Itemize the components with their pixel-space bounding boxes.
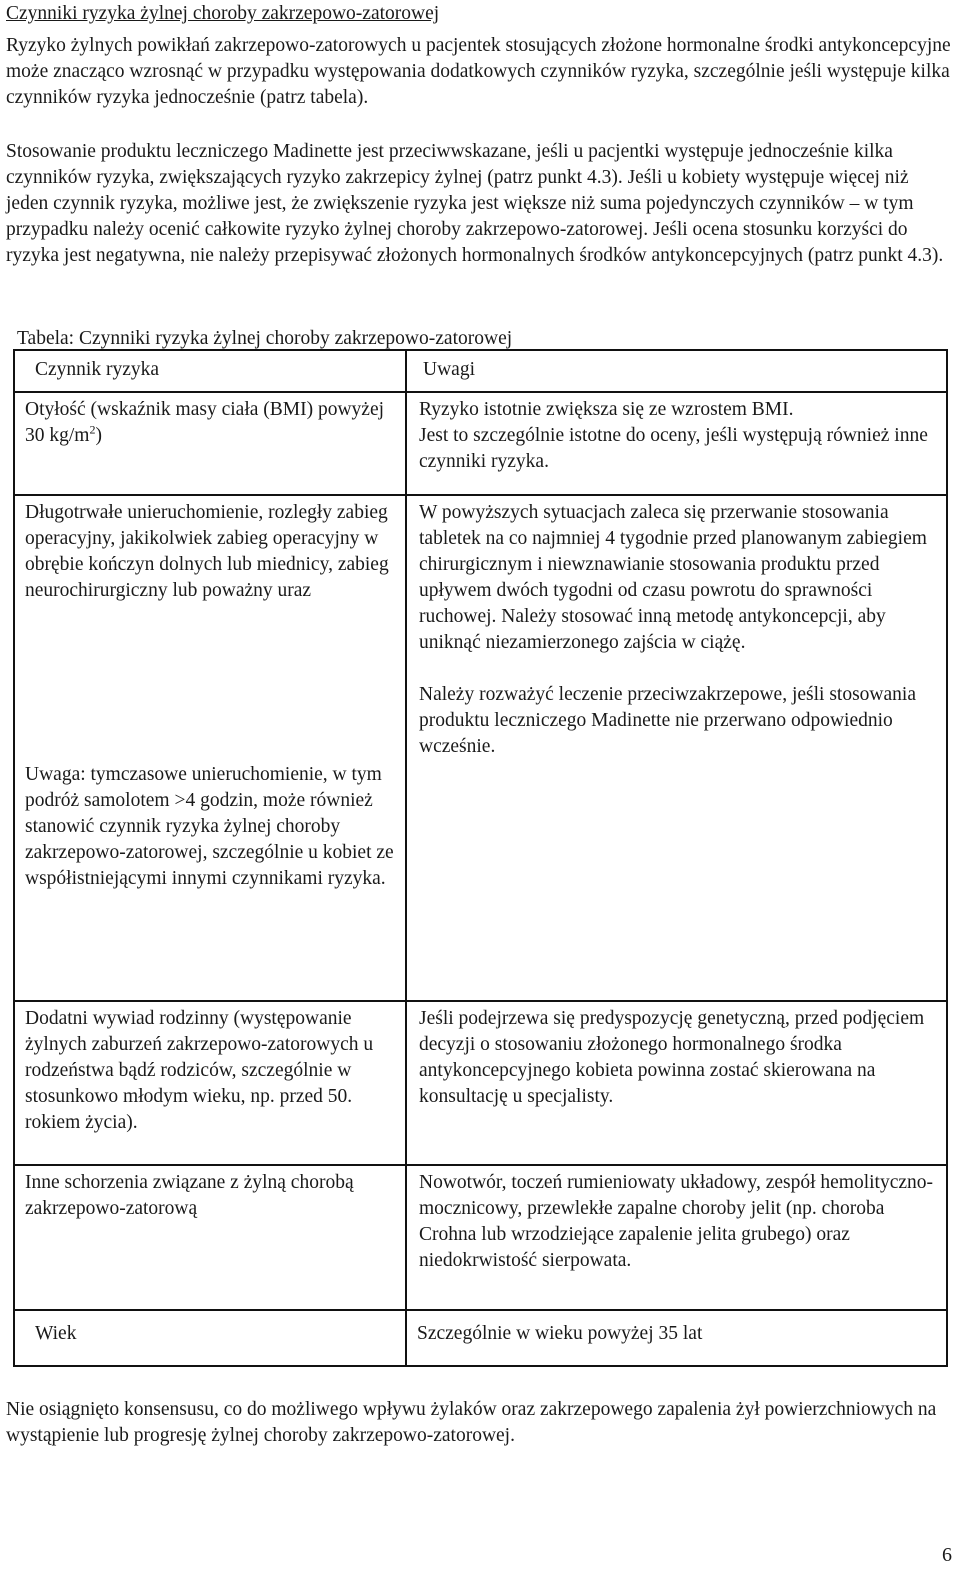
- table-row: [14, 1165, 947, 1310]
- notes-other-conditions: Nowotwór, toczeń rumieniowaty układowy, zespół hemolityczno-mocznicowy, przewlekłe zapalne choroby jelit (np. choroba Crohna lub wrzodziejące zapalenie jelita grubego) oraz niedokrwistość sierpowata.: [419, 1172, 934, 1271]
- factor-cell: [14, 1001, 406, 1165]
- factor-cell: [14, 1310, 406, 1366]
- contraindication-paragraph: Stosowanie produktu leczniczego Madinette jest przeciwwskazane, jeśli u pacjentki występuje jednocześnie kilka czynników ryzyka, zwiększających ryzyko zakrzepicy żylnej (patrz punkt 4.3). Jeśli u kobiety występuje więcej niż jeden czynnik ryzyka, możliwe jest, że zwiększenie ryzyka jest większe niż suma pojedynczych czynników – w tym przypadku należy ocenić całkowite ryzyko żylnej choroby zakrzepowo-zatorowej. Jeśli ocena stosunku korzyści do ryzyka jest negatywna, nie należy przepisywać złożonych hormonalnych środków antykoncepcyjnych (patrz punkt 4.3).: [6, 141, 944, 266]
- factor-cell: [14, 495, 406, 1001]
- page-number: 6: [942, 1544, 952, 1566]
- risk-factors-table: [13, 349, 948, 1367]
- table-row: [14, 1310, 947, 1366]
- header-notes-label: Uwagi: [423, 359, 475, 380]
- notes-age: Szczególnie w wieku powyżej 35 lat: [417, 1323, 703, 1344]
- table-row: [14, 392, 947, 495]
- notes-cell: [406, 392, 947, 495]
- consensus-paragraph: Nie osiągnięto konsensusu, co do możliwego wpływu żylaków oraz zakrzepowego zapalenia żył powierzchniowych na wystąpienie lub progresję żylnej choroby zakrzepowo-zatorowej.: [6, 1399, 937, 1446]
- header-factor-label: Czynnik ryzyka: [35, 359, 160, 380]
- header-notes: [406, 350, 947, 392]
- factor-cell: [14, 392, 406, 495]
- notes-line: Jest to szczególnie istotne do oceny, jeśli występują również inne czynniki ryzyka.: [419, 425, 928, 472]
- notes-cell: [406, 1165, 947, 1310]
- header-factor: [14, 350, 406, 392]
- factor-obesity: [15, 393, 405, 449]
- table-row: [14, 1001, 947, 1165]
- intro-paragraph: Ryzyko żylnych powikłań zakrzepowo-zatorowych u pacjentek stosujących złożone hormonalne środki antykoncepcyjne może znacząco wzrosnąć w przypadku występowania dodatkowych czynników ryzyka, szczególnie jeśli występuje kilka czynników ryzyka jednocześnie (patrz tabela).: [6, 35, 951, 108]
- factor-obesity-text: Otyłość (wskaźnik masy ciała (BMI) powyżej 30 kg/m: [25, 399, 385, 446]
- factor-age: Wiek: [35, 1323, 77, 1344]
- factor-other-conditions: Inne schorzenia związane z żylną chorobą zakrzepowo-zatorową: [25, 1172, 354, 1219]
- notes-cell: [406, 1001, 947, 1165]
- factor-cell: [14, 1165, 406, 1310]
- factor-obesity-close: ): [95, 425, 102, 446]
- notes-paragraph: W powyższych sytuacjach zaleca się przerwanie stosowania tabletek na co najmniej 4 tygodnie przed planowanym zabiegiem chirurgicznym i niewznawianie stosowania produktu przed upływem dwóch tygodni od czasu powrotu do sprawności ruchowej. Należy stosować inną metodę antykoncepcji, aby uniknąć niezamierzonego zajścia w ciążę.: [419, 502, 927, 653]
- notes-line: Ryzyko istotnie zwiększa się ze wzrostem BMI.: [419, 399, 794, 420]
- section-heading: Czynniki ryzyka żylnej choroby zakrzepowo-zatorowej: [6, 3, 440, 24]
- factor-text: Długotrwałe unieruchomienie, rozległy zabieg operacyjny, jakikolwiek zabieg operacyjny w obrębie kończyn dolnych lub miednicy, zabieg neurochirurgiczny lub poważny uraz: [25, 502, 389, 601]
- notes-cell: [406, 495, 947, 1001]
- factor-family-history: Dodatni wywiad rodzinny (występowanie żylnych zaburzeń zakrzepowo-zatorowych u rodzeństwa bądź rodziców, szczególnie w stosunkowo młodym wieku, np. przed 50. rokiem życia).: [25, 1008, 374, 1133]
- notes-immobilisation: [407, 496, 946, 760]
- factor-immobilisation: [15, 496, 405, 892]
- notes-family-history: Jeśli podejrzewa się predyspozycję genetyczną, przed podjęciem decyzji o stosowaniu złożonego hormonalnego środka antykoncepcyjnego kobieta powinna zostać skierowana na konsultację u specjalisty.: [419, 1008, 925, 1107]
- notes-obesity: [407, 393, 946, 475]
- superscript: 2: [89, 422, 96, 437]
- table-header-row: [14, 350, 947, 392]
- notes-cell: [406, 1310, 947, 1366]
- table-caption: Tabela: Czynniki ryzyka żylnej choroby zakrzepowo-zatorowej: [17, 328, 513, 349]
- notes-paragraph: Należy rozważyć leczenie przeciwzakrzepowe, jeśli stosowania produktu leczniczego Madinette nie przerwano odpowiednio wcześnie.: [419, 684, 916, 757]
- table-row: [14, 495, 947, 1001]
- factor-remark: Uwaga: tymczasowe unieruchomienie, w tym podróż samolotem >4 godzin, może również stanowić czynnik ryzyka żylnej choroby zakrzepowo-zatorowej, szczególnie u kobiet ze współistniejącymi innymi czynnikami ryzyka.: [25, 764, 394, 889]
